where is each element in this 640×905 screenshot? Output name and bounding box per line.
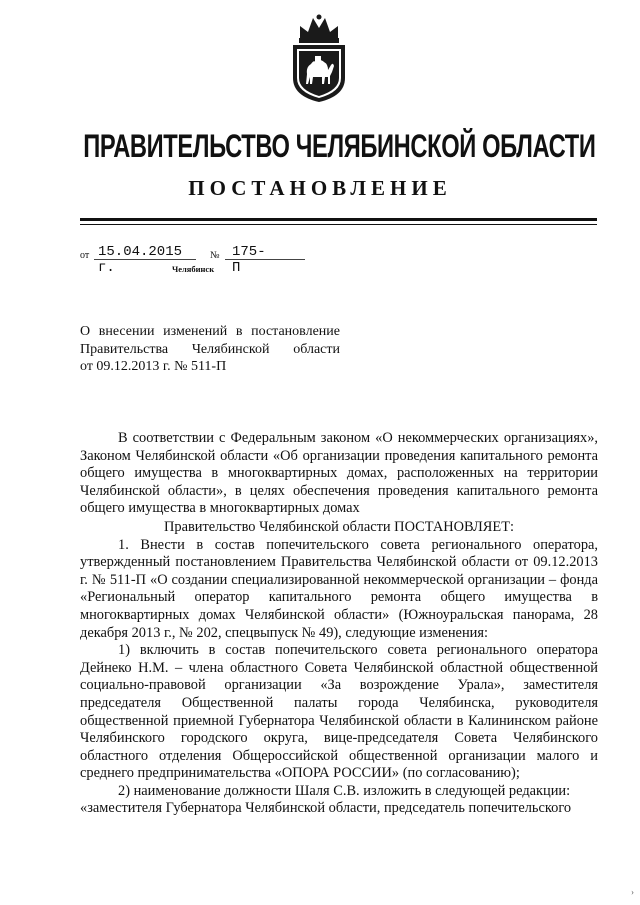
- subitem-1-paragraph: 1) включить в состав попечительского совета регионального оператора Дейнеко Н.М. – члена областного Совета Челябинской областной общественной социально-правовой организации «За возрождение Урала», заместителя председателя Общественной палаты города Челябинска, руководителя общественной приемной Губернатора Челябинской области в Калининском районе Челябинского городского округа, вице-председателя Совета Челябинского областного отделения Общероссийской общественной организации малого и среднего предпринимательства «ОПОРА РОССИИ» (по согласованию);: [80, 642, 598, 782]
- subject-line: от 09.12.2013 г. № 511-П: [80, 359, 227, 374]
- government-title: ПРАВИТЕЛЬСТВО ЧЕЛЯБИНСКОЙ ОБЛАСТИ: [83, 128, 596, 164]
- document-date: 15.04.2015 г.: [98, 244, 183, 276]
- page-corner-mark: ›: [631, 887, 634, 897]
- subject-line: Правительства Челябинской области: [80, 341, 340, 357]
- document-subject: [80, 323, 340, 376]
- item-1-paragraph: 1. Внести в состав попечительского совета регионального оператора, утвержденный постановлением Правительства Челябинской области от 09.12.2013 г. № 511-П «О создании специализированной некоммерческой организации – фонда «Региональный оператор капитального ремонта общего имущества в многоквартирных домах Челябинской области» (Южноуральская панорама, 28 декабря 2013 г., № 202, спецвыпуск № 49), следующие изменения:: [80, 536, 598, 641]
- subject-line: О внесении изменений в постановление: [80, 324, 340, 339]
- document-type: ПОСТАНОВЛЕНИЕ: [188, 176, 452, 200]
- subitem-2-paragraph: 2) наименование должности Шаля С.В. изложить в следующей редакции:: [118, 782, 571, 799]
- header-rule-thick: [80, 218, 597, 221]
- document-city: Челябинск: [172, 264, 215, 274]
- document-body: [80, 430, 598, 818]
- subitem-2-continuation: «заместителя Губернатора Челябинской области, председатель попечительского: [80, 800, 572, 817]
- header-rule-thin: [80, 224, 597, 225]
- number-label: №: [210, 250, 220, 261]
- date-label: от: [80, 250, 90, 261]
- coat-of-arms-emblem: [286, 12, 352, 104]
- document-number: 175-П: [232, 244, 266, 276]
- preamble-paragraph: В соответствии с Федеральным законом «О некоммерческих организациях», Законом Челябинской области «Об организации проведения капитального ремонта общего имущества в многоквартирных домах, расположенных на территории Челябинской области», в целях обеспечения проведения капитального ремонта общего имущества в многоквартирных домах: [80, 430, 598, 517]
- resolution-heading: Правительство Челябинской области ПОСТАНОВЛЯЕТ:: [164, 518, 514, 535]
